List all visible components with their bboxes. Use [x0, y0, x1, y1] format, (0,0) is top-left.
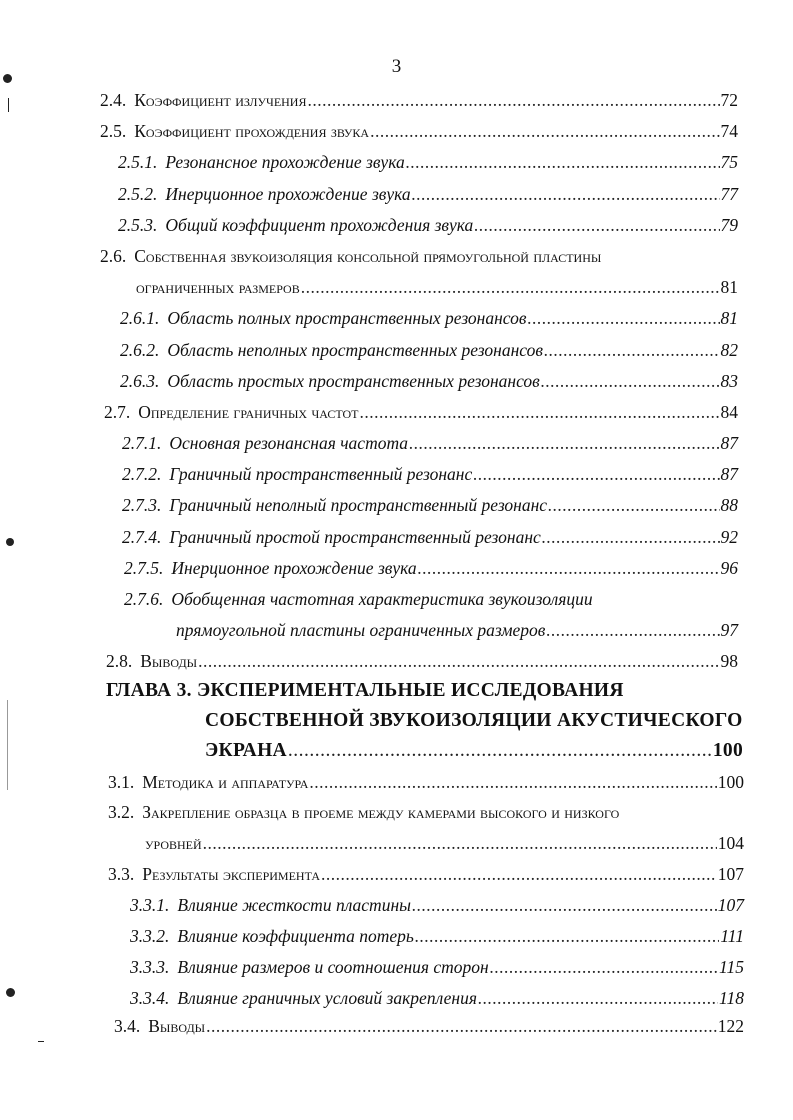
toc-entry-2-6-2[interactable]	[120, 340, 738, 361]
entry-title: Собственная звукоизоляция консольной прямоугольной пластины	[134, 246, 602, 266]
entry-number: 2.8.	[106, 651, 133, 671]
entry-title: Обобщенная частотная характеристика звукоизоляции	[171, 589, 593, 609]
toc-entry-3-2[interactable]	[108, 802, 744, 823]
entry-page: 115	[719, 957, 744, 977]
entry-number: 2.5.1.	[118, 152, 158, 172]
entry-page: 98	[720, 651, 738, 671]
entry-page: 96	[720, 558, 738, 578]
dot-leader	[548, 495, 719, 516]
dot-leader	[541, 371, 720, 392]
dot-leader	[301, 277, 720, 298]
toc-entry-2-7-6[interactable]	[124, 589, 738, 610]
entry-title: Результаты эксперимента	[142, 864, 320, 884]
entry-title: Граничный неполный пространственный резонанс	[169, 495, 548, 515]
entry-title-continued: уровней	[145, 833, 202, 853]
dot-leader	[360, 402, 720, 423]
entry-page: 87	[720, 433, 738, 453]
dot-leader	[206, 1016, 717, 1037]
entry-number: 2.5.2.	[118, 184, 158, 204]
entry-title: Инерционное прохождение звука	[165, 184, 411, 204]
toc-entry-3-2-continued[interactable]	[145, 833, 744, 854]
entry-number: 2.5.	[100, 121, 127, 141]
entry-title: Выводы	[140, 651, 198, 671]
entry-page: 97	[720, 620, 738, 640]
dot-leader	[490, 957, 718, 978]
toc-entry-2-8[interactable]	[106, 651, 738, 672]
chapter-title-end: ЭКРАНА	[205, 740, 287, 761]
dot-leader	[203, 833, 717, 854]
entry-title: Основная резонансная частота	[169, 433, 409, 453]
dot-leader	[474, 215, 719, 236]
toc-entry-2-7-6-continued[interactable]	[176, 620, 738, 641]
toc-entry-2-5-3[interactable]	[118, 215, 738, 236]
entry-page: 72	[720, 90, 738, 110]
entry-title: Выводы	[148, 1016, 206, 1036]
toc-entry-3-4[interactable]	[114, 1016, 744, 1037]
toc-entry-3-3-4[interactable]	[130, 988, 744, 1009]
entry-number: 3.3.	[108, 864, 135, 884]
entry-page: 122	[717, 1016, 744, 1036]
scan-mark	[6, 538, 14, 546]
dot-leader	[409, 433, 719, 454]
chapter-page: 100	[712, 740, 743, 761]
entry-number: 2.7.4.	[122, 527, 162, 547]
dot-leader	[406, 152, 720, 173]
toc-entry-2-5-2[interactable]	[118, 184, 738, 205]
entry-title: Граничный пространственный резонанс	[169, 464, 473, 484]
dot-leader	[527, 308, 719, 329]
entry-title: Коэффициент излучения	[134, 90, 307, 110]
entry-title: Область простых пространственных резонансов	[167, 371, 540, 391]
entry-title: Определение граничных частот	[138, 402, 359, 422]
entry-page: 100	[717, 772, 744, 792]
entry-title: Граничный простой пространственный резонанс	[169, 527, 541, 547]
dot-leader	[288, 740, 712, 762]
entry-page: 82	[720, 340, 738, 360]
entry-title-continued: ограниченных размеров	[136, 277, 300, 297]
entry-page: 107	[717, 895, 744, 915]
entry-number: 2.7.5.	[124, 558, 164, 578]
entry-title: Влияние жесткости пластины	[177, 895, 411, 915]
entry-page: 118	[719, 988, 744, 1008]
entry-number: 2.7.3.	[122, 495, 162, 515]
page-number: 3	[391, 56, 402, 77]
dot-leader	[307, 90, 719, 111]
entry-page: 92	[720, 527, 738, 547]
entry-page: 107	[717, 864, 744, 884]
entry-number: 3.1.	[108, 772, 135, 792]
entry-page: 83	[720, 371, 738, 391]
entry-page: 104	[717, 833, 744, 853]
entry-title: Резонансное прохождение звука	[165, 152, 405, 172]
dot-leader	[478, 988, 718, 1009]
scan-mark	[8, 98, 9, 112]
entry-page: 77	[720, 184, 738, 204]
toc-entry-2-6-continued[interactable]	[136, 277, 738, 298]
toc-entry-2-7-4[interactable]	[122, 527, 738, 548]
entry-number: 2.6.1.	[120, 308, 160, 328]
toc-entry-2-6-3[interactable]	[120, 371, 738, 392]
toc-entry-2-6-1[interactable]	[120, 308, 738, 329]
entry-page: 87	[720, 464, 738, 484]
dot-leader	[321, 864, 717, 885]
entry-number: 3.2.	[108, 802, 135, 822]
entry-number: 2.6.2.	[120, 340, 160, 360]
chapter-heading-line-2: СОБСТВЕННОЙ ЗВУКОИЗОЛЯЦИИ АКУСТИЧЕСКОГО	[205, 710, 743, 731]
entry-title: Влияние коэффициента потерь	[177, 926, 414, 946]
scan-mark	[6, 988, 15, 997]
entry-title-continued: прямоугольной пластины ограниченных размеров	[176, 620, 546, 640]
toc-entry-3-3-1[interactable]	[130, 895, 744, 916]
dot-leader	[415, 926, 720, 947]
dot-leader	[198, 651, 719, 672]
dot-leader	[370, 121, 719, 142]
toc-entry-2-7-3[interactable]	[122, 495, 738, 516]
entry-page: 88	[720, 495, 738, 515]
scan-mark	[3, 74, 12, 83]
toc-entry-2-7[interactable]	[104, 402, 738, 423]
entry-number: 2.6.3.	[120, 371, 160, 391]
dot-leader	[473, 464, 719, 485]
entry-number: 2.5.3.	[118, 215, 158, 235]
entry-title: Инерционное прохождение звука	[171, 558, 417, 578]
entry-number: 3.4.	[114, 1016, 141, 1036]
entry-number: 3.3.3.	[130, 957, 170, 977]
toc-entry-2-4[interactable]	[100, 90, 738, 111]
chapter-heading-line-3[interactable]	[205, 740, 743, 762]
dot-leader	[546, 620, 719, 641]
entry-title: Методика и аппаратура	[142, 772, 309, 792]
chapter-heading-line-1[interactable]: ГЛАВА 3. ЭКСПЕРИМЕНТАЛЬНЫЕ ИССЛЕДОВАНИЯ	[106, 680, 624, 701]
entry-title: Область неполных пространственных резонансов	[167, 340, 543, 360]
entry-number: 3.3.1.	[130, 895, 170, 915]
entry-page: 81	[720, 277, 738, 297]
entry-number: 2.7.	[104, 402, 131, 422]
toc-entry-3-3-3[interactable]	[130, 957, 744, 978]
entry-number: 2.7.6.	[124, 589, 164, 609]
entry-number: 2.4.	[100, 90, 127, 110]
entry-number: 3.3.4.	[130, 988, 170, 1008]
entry-number: 2.7.1.	[122, 433, 162, 453]
dot-leader	[412, 895, 717, 916]
dot-leader	[412, 184, 720, 205]
toc-entry-3-1[interactable]	[108, 772, 744, 793]
dot-leader	[544, 340, 720, 361]
scan-mark	[38, 1041, 44, 1042]
entry-title: Коэффициент прохождения звука	[134, 121, 370, 141]
dot-leader	[418, 558, 720, 579]
scan-mark	[7, 700, 8, 790]
entry-page: 111	[720, 926, 744, 946]
entry-page: 81	[720, 308, 738, 328]
toc-entry-3-3[interactable]	[108, 864, 744, 885]
toc-entry-3-3-2[interactable]	[130, 926, 744, 947]
entry-title: Общий коэффициент прохождения звука	[165, 215, 474, 235]
entry-page: 79	[720, 215, 738, 235]
entry-page: 74	[720, 121, 738, 141]
toc-entry-2-6[interactable]	[100, 246, 738, 267]
toc-entry-2-7-2[interactable]	[122, 464, 738, 485]
dot-leader	[309, 772, 716, 793]
toc-entry-2-5-1[interactable]	[118, 152, 738, 173]
toc-entry-2-7-1[interactable]	[122, 433, 738, 454]
entry-number: 3.3.2.	[130, 926, 170, 946]
dot-leader	[542, 527, 720, 548]
toc-entry-2-7-5[interactable]	[124, 558, 738, 579]
entry-page: 75	[720, 152, 738, 172]
entry-page: 84	[720, 402, 738, 422]
entry-title: Закрепление образца в проеме между камерами высокого и низкого	[142, 802, 620, 822]
toc-entry-2-5[interactable]	[100, 121, 738, 142]
entry-number: 2.6.	[100, 246, 127, 266]
entry-title: Влияние размеров и соотношения сторон	[177, 957, 489, 977]
entry-number: 2.7.2.	[122, 464, 162, 484]
entry-title: Область полных пространственных резонансов	[167, 308, 527, 328]
entry-title: Влияние граничных условий закрепления	[177, 988, 477, 1008]
